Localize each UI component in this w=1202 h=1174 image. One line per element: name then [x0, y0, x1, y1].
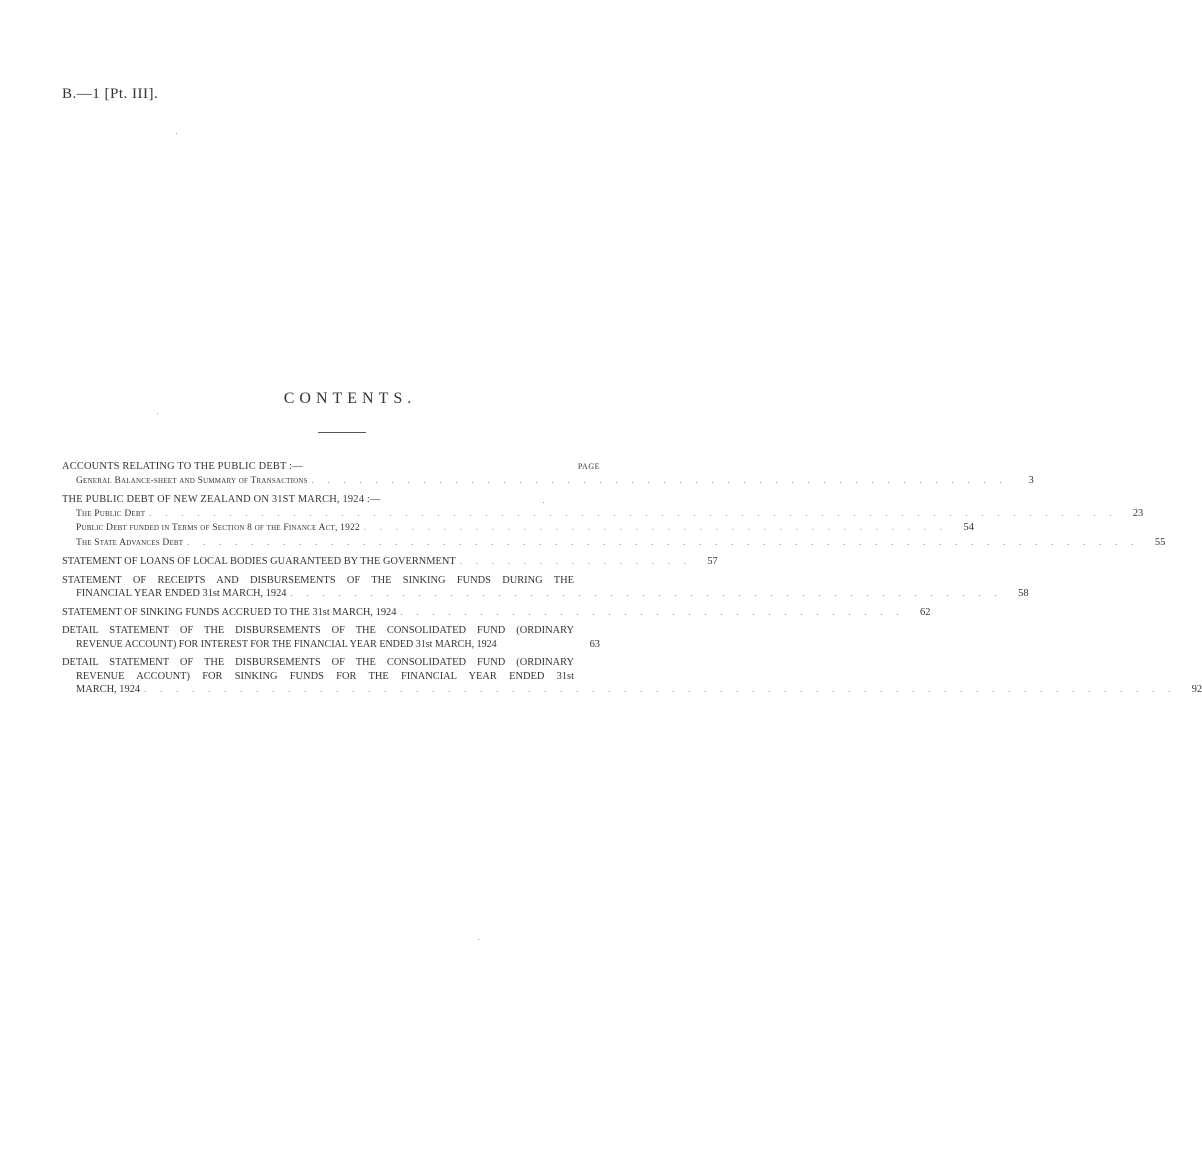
scan-speck — [176, 133, 177, 134]
toc-entry — [62, 555, 718, 569]
dot-leader: . . . . . . . . . . . . . . . . . . . . . . . . . . . . . . . . . . . . . . . . . . . . . — [290, 589, 1003, 598]
entry-page: 92 — [1191, 684, 1202, 695]
dot-leader: . . . . . . . . . . . . . . . . . . . . . . . . . . . . . . . . . . . . . . . . . . . . . . . . . . . . . . . . . . . . . — [149, 508, 1118, 518]
dot-leader: . . . . . . . . . . . . . . . . . . . . . . . . . . . . . . . . . . . . . . . . . . . . — [311, 475, 1008, 485]
document-reference: B.—1 [Pt. III]. — [62, 86, 159, 102]
entry-title-line: STATEMENT OF RECEIPTS AND DISBURSEMENTS OF THE SINKING FUNDS DURING THE — [62, 574, 574, 586]
entry-title: FINANCIAL YEAR ENDED 31st MARCH, 1924 — [76, 588, 287, 599]
toc-entry — [62, 606, 931, 620]
dot-leader: . . . . . . . . . . . . . . . . . . . . . . . . . . . . . . . . . . . . . . . . . . . . . . . . . . . . . . . . . . . . . . . . . — [144, 685, 1177, 694]
entry-title: STATEMENT OF LOANS OF LOCAL BODIES GUARANTEED BY THE GOVERNMENT — [62, 556, 456, 567]
toc-entry — [62, 638, 600, 652]
toc-section — [62, 555, 718, 569]
entry-title-line: DETAIL STATEMENT OF THE DISBURSEMENTS OF THE CONSOLIDATED FUND (ORDINARY — [62, 625, 574, 636]
toc-section — [62, 460, 1034, 488]
section-heading: ACCOUNTS RELATING TO THE PUBLIC DEBT :— — [62, 461, 303, 472]
toc-section — [62, 493, 1166, 550]
entry-page: 55 — [1154, 536, 1166, 548]
section-heading: THE PUBLIC DEBT OF NEW ZEALAND ON 31ST MARCH, 1924 :— — [62, 494, 381, 505]
dot-leader: . . . . . . . . . . . . . . . . . . . . . . . . . . . . . . . . — [400, 607, 905, 617]
contents-title: CONTENTS. — [283, 390, 417, 407]
toc-section — [62, 624, 600, 651]
table-of-contents — [62, 460, 1202, 702]
scan-speck — [478, 939, 479, 940]
title-rule — [318, 432, 366, 433]
entry-title: The Public Debt — [76, 508, 146, 519]
toc-section — [62, 574, 1029, 601]
entry-page: 57 — [707, 556, 718, 567]
toc-section — [62, 656, 1202, 697]
entry-title: MARCH, 1924 — [76, 684, 141, 695]
entry-page: 54 — [963, 522, 974, 533]
page-column-label: PAGE — [577, 462, 600, 471]
entry-title: Public Debt funded in Terms of Section 8 of the Finance Act, 1922 — [76, 523, 360, 533]
toc-entry — [62, 521, 974, 536]
toc-entry — [62, 474, 1034, 489]
entry-page: 58 — [1018, 588, 1029, 599]
dot-leader: . . . . . . . . . . . . . . . — [459, 557, 692, 566]
toc-entry — [62, 587, 1029, 601]
entry-page: 63 — [589, 638, 600, 650]
toc-entry — [62, 536, 1166, 551]
entry-page: 3 — [1028, 474, 1034, 486]
scan-speck — [157, 413, 158, 414]
entry-page: 23 — [1132, 507, 1144, 519]
scan-speck — [543, 502, 544, 503]
entry-page: 62 — [920, 606, 931, 618]
entry-title-line: DETAIL STATEMENT OF THE DISBURSEMENTS OF THE CONSOLIDATED FUND (ORDINARY — [62, 657, 574, 668]
toc-section — [62, 606, 931, 620]
entry-title: STATEMENT OF SINKING FUNDS ACCRUED TO THE 31st MARCH, 1924 — [62, 606, 397, 618]
entry-title: The State Advances Debt — [76, 537, 184, 548]
entry-title-line: REVENUE ACCOUNT) FOR SINKING FUNDS FOR THE FINANCIAL YEAR ENDED 31st — [76, 670, 574, 682]
toc-entry — [62, 507, 1144, 522]
entry-title: General Balance-sheet and Summary of Transactions — [76, 475, 308, 486]
dot-leader: . . . . . . . . . . . . . . . . . . . . . . . . . . . . . . . . . . . . . . . . . . . . . . . . . . . . . . . . . . . . — [187, 537, 1140, 547]
toc-entry — [62, 683, 1202, 697]
entry-title: REVENUE ACCOUNT) FOR INTEREST FOR THE FINANCIAL YEAR ENDED 31st MARCH, 1924 — [76, 638, 497, 650]
dot-leader: . . . . . . . . . . . . . . . . . . . . . . . . . . . . . . . . . . . . . — [363, 523, 948, 532]
